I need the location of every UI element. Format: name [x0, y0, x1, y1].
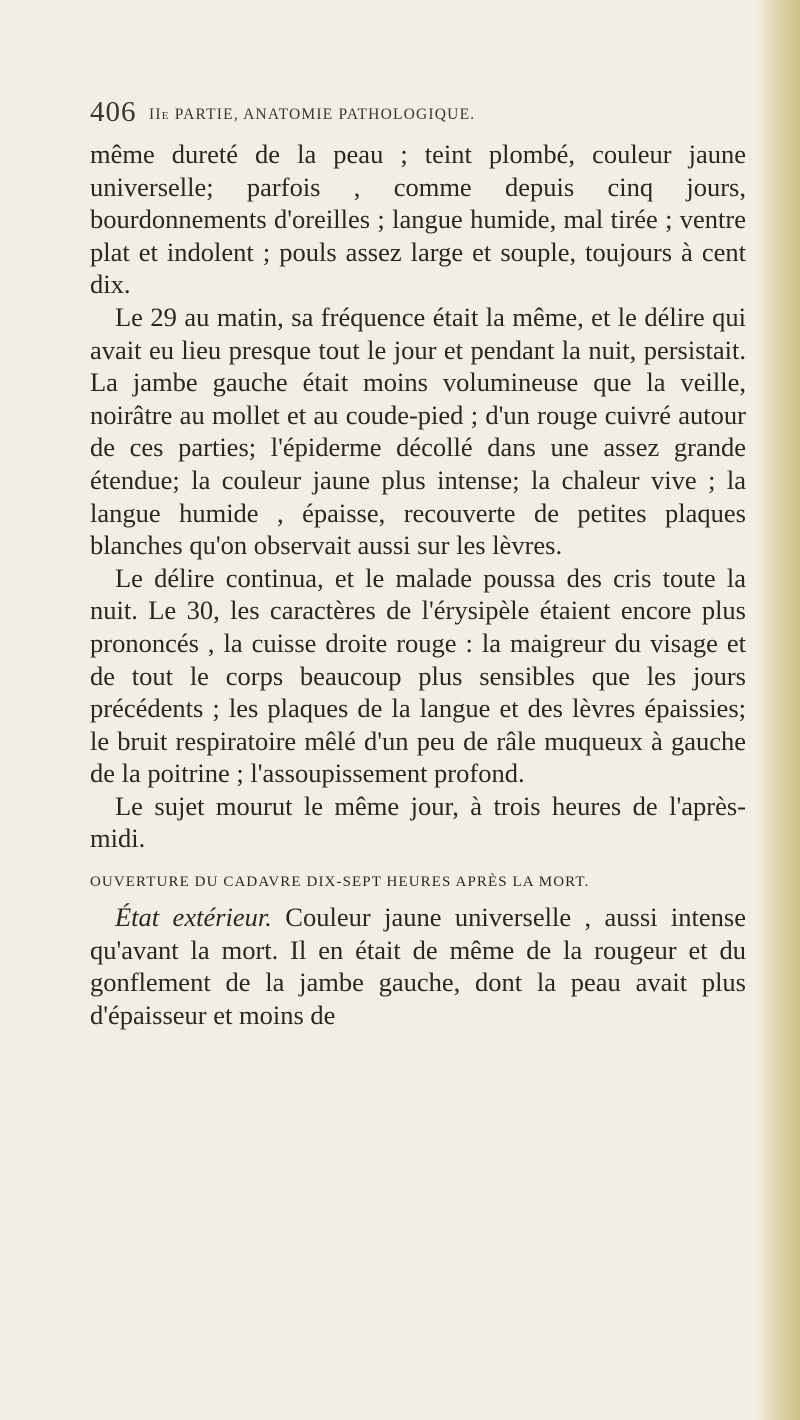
paragraph-final — [90, 901, 746, 1031]
body-text — [90, 138, 746, 855]
paragraph: Le 29 au matin, sa fréquence était la même, et le délire qui avait eu lieu presque tout le jour et pendant la nuit, persistait. La jambe gauche était moins volumineuse que la veille, noirâtre au mollet et au coude-pied ; d'un rouge cuivré autour de ces parties; l'épiderme décollé dans une assez grande étendue; la couleur jaune plus intense; la chaleur vive ; la langue humide , épaisse, recouverte de petites plaques blanches qu'on observait aussi sur les lèvres. — [90, 301, 746, 561]
paragraph: Le délire continua, et le malade poussa des cris toute la nuit. Le 30, les caractères de l'érysipèle étaient encore plus prononcés , la cuisse droite rouge : la maigreur du visage et de tout le corps beaucoup plus sensibles que les jours précédents ; les plaques de la langue et des lèvres épaissies; le bruit respiratoire mêlé d'un peu de râle muqueux à gauche de la poitrine ; l'assoupissement profond. — [90, 562, 746, 789]
paragraph-continuation: même dureté de la peau ; teint plombé, couleur jaune universelle; parfois , comme depuis cinq jours, bourdonnements d'oreilles ; langue humide, mal tirée ; ventre plat et indolent ; pouls assez large et souple, toujours à cent dix. — [90, 139, 746, 300]
section-heading: OUVERTURE DU CADAVRE DIX-SEPT HEURES APRÈS LA MORT. — [90, 874, 590, 891]
book-page — [90, 96, 746, 1031]
page-number: 406 — [90, 96, 137, 128]
running-head: IIe PARTIE, ANATOMIE PATHOLOGIQUE. — [149, 106, 476, 123]
paragraph-final-text: Couleur jaune universelle , aussi intense qu'avant la mort. Il en était de même de la rougeur et du gonflement de la jambe gauche, dont la peau avait plus d'épaisseur et moins de — [90, 902, 746, 1030]
italic-lead: État extérieur. — [115, 902, 272, 933]
body-text-section — [90, 901, 746, 1031]
page-edge-shadow — [756, 0, 800, 1420]
paragraph: Le sujet mourut le même jour, à trois heures de l'après-midi. — [90, 790, 746, 854]
page-header — [90, 96, 746, 138]
